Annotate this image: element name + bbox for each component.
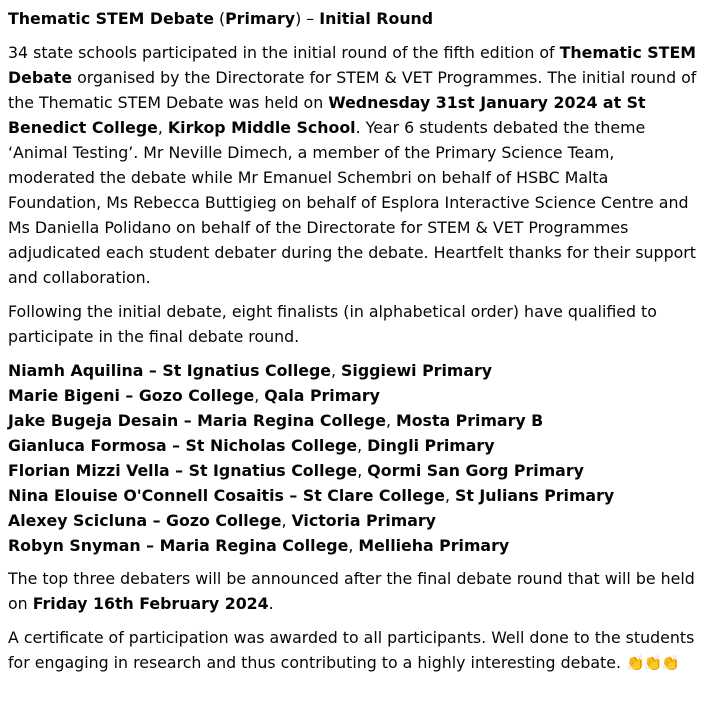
finalist-school: Qala Primary (264, 386, 380, 405)
finalist-comma: , (254, 386, 265, 405)
intro-bold-1: Thematic STEM Debate (8, 43, 696, 87)
finalist-name: Niamh Aquilina (8, 361, 144, 380)
finalist-separator: – (147, 511, 167, 530)
finalist-school: Qormi San Gorg Primary (367, 461, 584, 480)
finalist-comma: , (348, 536, 359, 555)
finalist-college: St Ignatius College (162, 361, 331, 380)
finalist-separator: – (169, 461, 189, 480)
clapping-hands-icon: 👏👏👏 (626, 654, 680, 672)
intro-bold-2: Wednesday 31st January 2024 at St Benedict College (8, 93, 646, 137)
finalist-row (8, 508, 705, 533)
finalist-name: Jake Bugeja Desain (8, 411, 179, 430)
title-paren-open: ( (213, 9, 226, 28)
finalist-college: St Nicholas College (185, 436, 358, 455)
finalist-college: Maria Regina College (159, 536, 349, 555)
title-round: Initial Round (319, 9, 434, 28)
finalists-list (8, 358, 705, 558)
finalist-name: Florian Mizzi Vella (8, 461, 170, 480)
top-three-paragraph (8, 566, 705, 616)
finalist-row (8, 383, 705, 408)
closing-paragraph (8, 625, 705, 676)
finalist-separator: – (140, 536, 160, 555)
finalist-name: Gianluca Formosa (8, 436, 167, 455)
finalist-college: Gozo College (138, 386, 255, 405)
post-title (8, 6, 705, 31)
finalist-row (8, 533, 705, 558)
finalist-separator: – (178, 411, 198, 430)
finalist-row (8, 483, 705, 508)
finalist-college: St Ignatius College (188, 461, 358, 480)
finalist-name: Nina Elouise O'Connell Cosaitis (8, 486, 284, 505)
finalist-separator: – (166, 436, 186, 455)
title-paren-close: ) – (295, 9, 320, 28)
title-debate: Thematic STEM Debate (8, 9, 214, 28)
finalist-comma: , (331, 361, 342, 380)
finalist-school: Mosta Primary B (395, 411, 544, 430)
finalist-comma: , (281, 511, 292, 530)
top-three-text-1: The top three debaters will be announced after the final debate round that will be held on (8, 569, 695, 613)
intro-paragraph (8, 40, 705, 290)
finalist-row (8, 408, 705, 433)
finalist-comma: , (385, 411, 396, 430)
finalist-row (8, 358, 705, 383)
finalist-school: Dingli Primary (367, 436, 495, 455)
finalist-college: St Clare College (302, 486, 445, 505)
finalist-college: Gozo College (166, 511, 282, 530)
finalist-row (8, 433, 705, 458)
finalist-college: Maria Regina College (197, 411, 386, 430)
closing-text: A certificate of participation was awarded to all participants. Well done to the students for engaging in research and thus contributing to a highly interesting debate. (8, 628, 695, 672)
finalist-name: Alexey Scicluna (8, 511, 148, 530)
finalist-separator: – (143, 361, 163, 380)
finalist-separator: – (119, 386, 139, 405)
finalist-school: Siggiewi Primary (341, 361, 493, 380)
top-three-text-2: . (268, 594, 274, 613)
final-date: Friday 16th February 2024 (32, 594, 269, 613)
finalist-name: Robyn Snyman (8, 536, 141, 555)
intro-text-1: 34 state schools participated in the initial round of the fifth edition of (8, 43, 560, 62)
following-paragraph: Following the initial debate, eight finalists (in alphabetical order) have qualified to participate in the final debate round. (8, 302, 657, 346)
finalist-row (8, 458, 705, 483)
title-primary: Primary (225, 9, 296, 28)
finalist-school: Victoria Primary (291, 511, 436, 530)
finalist-comma: , (357, 461, 368, 480)
finalist-comma: , (357, 436, 368, 455)
intro-text-3: , (157, 118, 168, 137)
finalist-comma: , (444, 486, 455, 505)
finalist-separator: – (283, 486, 303, 505)
finalist-name: Marie Bigeni (8, 386, 120, 405)
finalist-school: St Julians Primary (455, 486, 615, 505)
intro-text-4: . Year 6 students debated the theme ‘Animal Testing’. Mr Neville Dimech, a member of the Primary Science Team, moderated the debate while Mr Emanuel Schembri on behalf of HSBC Malta Foundation, Ms Rebecca Buttigieg on behalf of Esplora Interactive Science Centre and Ms Daniella Polidano on behalf of the Directorate for STEM & VET Programmes adjudicated each student debater during the debate. Heartfelt thanks for their support and collaboration. (8, 118, 696, 287)
intro-bold-3: Kirkop Middle School (167, 118, 356, 137)
finalist-school: Mellieha Primary (358, 536, 510, 555)
intro-text-2: organised by the Directorate for STEM & VET Programmes. The initial round of the Thematic STEM Debate was held on (8, 68, 697, 112)
